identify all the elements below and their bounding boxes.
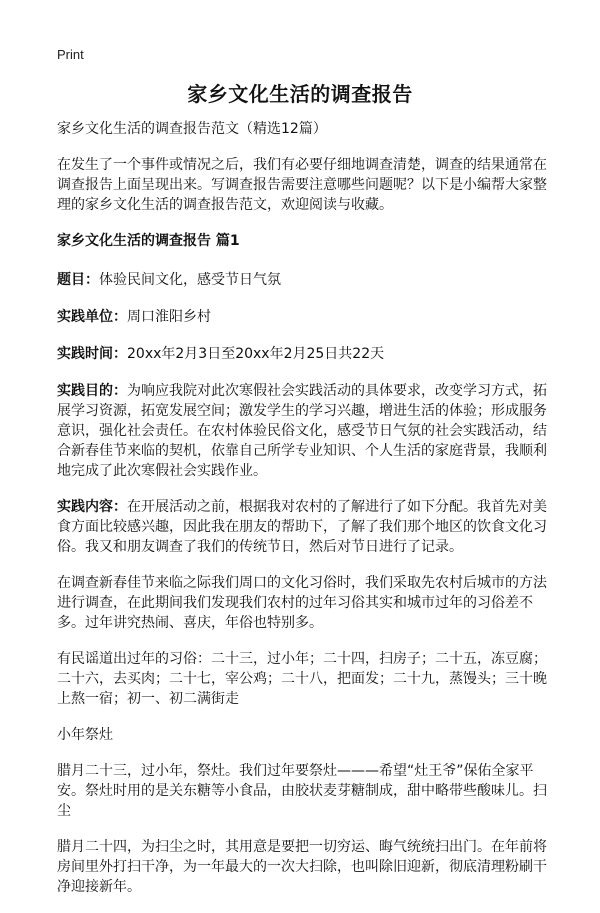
unit-value: 周口淮阳乡村 <box>127 309 211 325</box>
time-value: 20xx年2月3日至20xx年2月25日共22天 <box>127 346 385 362</box>
time-label: 实践时间： <box>57 346 127 362</box>
survey-paragraph: 在调查新春佳节来临之际我们周口的文化习俗时，我们采取先农村后城市的方法进行调查，在此期间我们发现我们农村的过年习俗其实和城市过年的习俗差不多。过年讲究热闹、喜庆，年俗也特别多。 <box>57 575 547 631</box>
document-subtitle: 家乡文化生活的调查报告范文（精选12篇） <box>57 121 327 137</box>
topic-label: 题目： <box>57 272 99 288</box>
content-value: 在开展活动之前，根据我对农村的了解进行了如下分配。我首先对美食方面比较感兴趣，因此我在朋友的帮助下，了解了我们那个地区的饮食文化习俗。我又和朋友调查了我们的传统节日，然后对节日进行了记录。 <box>57 499 547 555</box>
ballad-paragraph: 有民谣道出过年的习俗：二十三，过小年；二十四，扫房子；二十五，冻豆腐；二十六，去买肉；二十七，宰公鸡；二十八，把面发；二十九，蒸馒头；三十晚上熬一宿；初一、初二满街走 <box>57 651 547 707</box>
content-paragraph <box>57 497 549 557</box>
kitchen-god-subheading: 小年祭灶 <box>57 727 113 743</box>
unit-label: 实践单位： <box>57 309 127 325</box>
topic-value: 体验民间文化，感受节日气氛 <box>99 272 281 288</box>
page-title: 家乡文化生活的调查报告 <box>187 82 413 106</box>
unit-field <box>57 307 549 327</box>
purpose-paragraph <box>57 381 549 481</box>
purpose-label: 实践目的： <box>57 383 127 399</box>
purpose-value: 为响应我院对此次寒假社会实践活动的具体要求，改变学习方式，拓展学习资源，拓宽发展空间；激发学生的学习兴趣，增进生活的体验；形成服务意识，强化社会责任。在农村体验民俗文化，感受节日气氛的社会实践活动，结合新春佳节来临的契机，依靠自己所学专业知识、个人生活的家庭背景，我顺利地完成了此次寒假社会实践作业。 <box>57 383 547 479</box>
section-heading: 家乡文化生活的调查报告 篇1 <box>57 233 240 249</box>
time-field <box>57 344 549 364</box>
topic-field <box>57 270 549 290</box>
day-24-paragraph: 腊月二十四，为扫尘之时，其用意是要把一切穷运、晦气统统扫出门。在年前将房间里外打扫干净，为一年最大的一次大扫除，也叫除旧迎新，彻底清理粉刷干净迎接新年。 <box>57 839 547 895</box>
document-body <box>57 119 549 913</box>
content-label: 实践内容： <box>57 499 127 515</box>
day-23-paragraph: 腊月二十三，过小年，祭灶。我们过年要祭灶———希望“灶王爷”保佑全家平安。祭灶时用的是关东糖等小食品，由胶状麦芽糖制成，甜中略带些酸味儿。扫尘 <box>57 763 547 819</box>
print-link[interactable]: Print <box>57 47 84 62</box>
intro-paragraph: 在发生了一个事件或情况之后，我们有必要仔细地调查清楚，调查的结果通常在调查报告上面呈现出来。写调查报告需要注意哪些问题呢？以下是小编帮大家整理的家乡文化生活的调查报告范文，欢迎阅读与收藏。 <box>57 157 547 213</box>
